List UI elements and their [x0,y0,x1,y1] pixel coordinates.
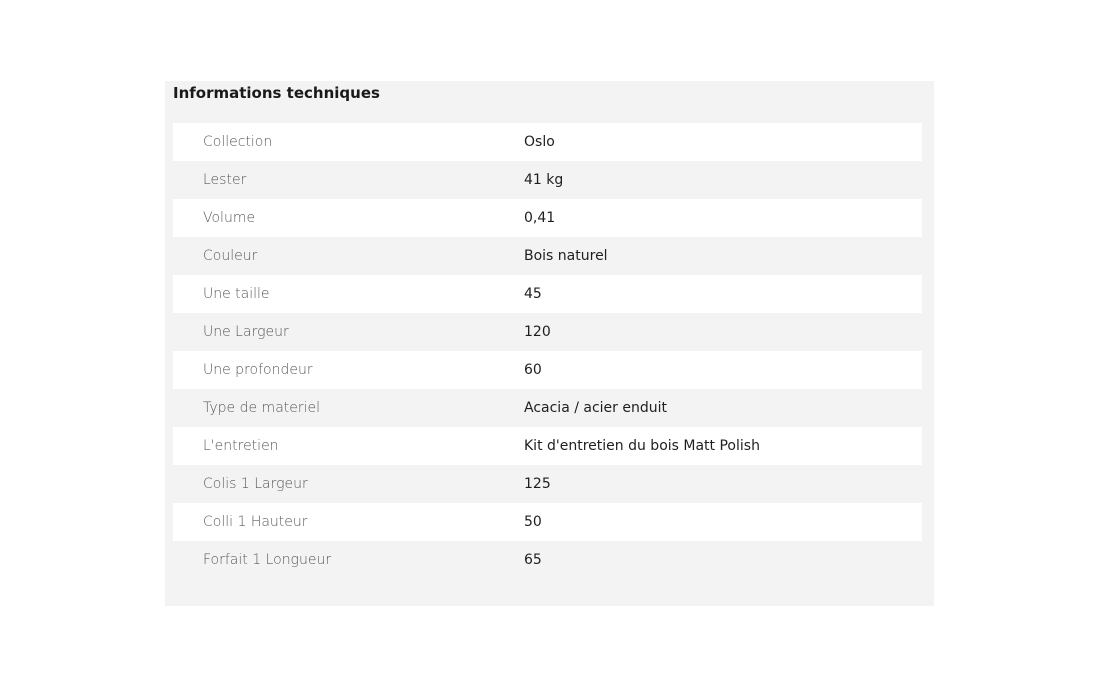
spec-label: Volume [173,199,524,237]
spec-label: Forfait 1 Longueur [173,541,524,579]
table-row [173,161,922,199]
table-row [173,427,922,465]
table-row [173,275,922,313]
table-row [173,237,922,275]
table-row [173,541,922,579]
spec-value: 0,41 [524,199,922,237]
spec-label: Colli 1 Hauteur [173,503,524,541]
table-row [173,199,922,237]
spec-label: Colis 1 Largeur [173,465,524,503]
table-row [173,123,922,161]
spec-label: L'entretien [173,427,524,465]
spec-value: 45 [524,275,922,313]
spec-value: Oslo [524,123,922,161]
table-row [173,503,922,541]
spec-label: Collection [173,123,524,161]
spec-value: 125 [524,465,922,503]
spec-label: Une taille [173,275,524,313]
spec-label: Une Largeur [173,313,524,351]
spec-value: Bois naturel [524,237,922,275]
technical-info-panel [165,81,934,606]
spec-label: Type de materiel [173,389,524,427]
spec-value: 60 [524,351,922,389]
spec-label: Lester [173,161,524,199]
spec-value: Kit d'entretien du bois Matt Polish [524,427,922,465]
spec-value: 41 kg [524,161,922,199]
table-row [173,389,922,427]
spec-label: Une profondeur [173,351,524,389]
spec-label: Couleur [173,237,524,275]
spec-value: 65 [524,541,922,579]
table-row [173,313,922,351]
table-row [173,465,922,503]
specs-table [173,123,922,579]
section-title: Informations techniques [173,84,380,102]
spec-value: Acacia / acier enduit [524,389,922,427]
spec-value: 120 [524,313,922,351]
spec-value: 50 [524,503,922,541]
table-row [173,351,922,389]
